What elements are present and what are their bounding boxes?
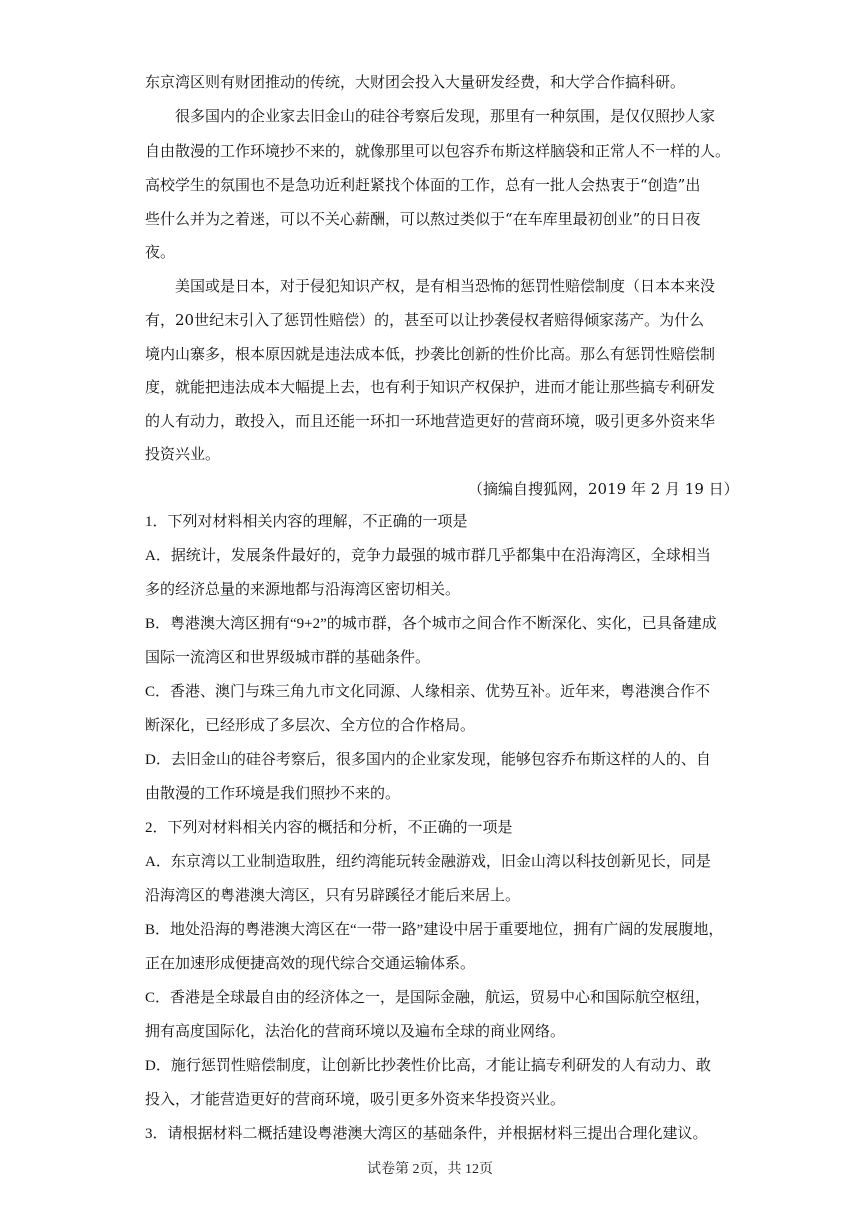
question-2-option-a: A．东京湾以工业制造取胜，纽约湾能玩转金融游戏，旧金山湾以科技创新见长，同是 bbox=[145, 854, 711, 870]
question-1-option-b: B．粤港澳大湾区拥有“9+2”的城市群，各个城市之间合作不断深化、实化，已具备建成 bbox=[145, 616, 717, 632]
passage-line: 很多国内的企业家去旧金山的硅谷考察后发现，那里有一种氛围，是仅仅照抄人家 bbox=[175, 107, 716, 125]
question-2-stem: 2．下列对材料相关内容的概括和分析，不正确的一项是 bbox=[145, 820, 513, 836]
passage-line: 高校学生的氛围也不是急功近利赶紧找个体面的工作，总有一批人会热衷于“创造”出 bbox=[145, 176, 701, 194]
passage-line: 东京湾区则有财团推动的传统，大财团会投入大量研发经费，和大学合作搞科研。 bbox=[145, 73, 686, 91]
question-2-option-c-cont: 拥有高度国际化，法治化的营商环境以及遍布全球的商业网络。 bbox=[145, 1024, 566, 1040]
passage-line: 投资兴业。 bbox=[145, 445, 221, 463]
question-2-option-b-cont: 正在加速形成便捷高效的现代综合交通运输体系。 bbox=[145, 956, 476, 972]
passage-line: 有，20世纪末引入了惩罚性赔偿）的，甚至可以让抄袭侵权者赔得倾家荡产。为什么 bbox=[145, 311, 705, 329]
question-1-stem: 1．下列对材料相关内容的理解，不正确的一项是 bbox=[145, 514, 468, 530]
question-1-option-d-cont: 由散漫的工作环境是我们照抄不来的。 bbox=[145, 786, 401, 802]
question-1-option-c-cont: 断深化，已经形成了多层次、全方位的合作格局。 bbox=[145, 718, 476, 734]
question-1-option-d: D．去旧金山的硅谷考察后，很多国内的企业家发现，能够包容乔布斯这样的人的、自 bbox=[145, 752, 711, 768]
question-2-option-b: B．地处沿海的粤港澳大湾区在“一带一路”建设中居于重要地位，拥有广阔的发展腹地， bbox=[145, 922, 724, 938]
question-1-option-c: C．香港、澳门与珠三角九市文化同源、人缘相亲、优势互补。近年来，粤港澳合作不 bbox=[145, 684, 711, 700]
question-2-option-a-cont: 沿海湾区的粤港澳大湾区，只有另辟蹊径才能后来居上。 bbox=[145, 888, 521, 904]
passage-line: 自由散漫的工作环境抄不来的，就像那里可以包容乔布斯这样脑袋和正常人不一样的人。 bbox=[145, 142, 731, 160]
question-1-option-a-cont: 多的经济总量的来源地都与沿海湾区密切相关。 bbox=[145, 582, 461, 598]
passage-line: 些什么并为之着迷，可以不关心薪酬，可以熬过类似于“在车库里最初创业”的日日夜 bbox=[145, 210, 701, 228]
question-3-stem: 3．请根据材料二概括建设粤港澳大湾区的基础条件，并根据材料三提出合理化建议。 bbox=[145, 1126, 708, 1142]
question-1-option-b-cont: 国际一流湾区和世界级城市群的基础条件。 bbox=[145, 650, 431, 666]
passage-line: 夜。 bbox=[145, 243, 176, 261]
question-1-option-a: A．据统计，发展条件最好的，竞争力最强的城市群几乎都集中在沿海湾区，全球相当 bbox=[145, 548, 711, 564]
passage-line: 美国或是日本，对于侵犯知识产权，是有相当恐怖的惩罚性赔偿制度（日本本来没 bbox=[175, 277, 716, 295]
passage-line: 度，就能把违法成本大幅提上去，也有利于知识产权保护，进而才能让那些搞专利研发 bbox=[145, 378, 716, 396]
passage-line: 境内山寨多，根本原因就是违法成本低，抄袭比创新的性价比高。那么有惩罚性赔偿制 bbox=[145, 345, 716, 363]
passage-line: 的人有动力，敢投入，而且还能一环扣一环地营造更好的营商环境，吸引更多外资来华 bbox=[145, 412, 716, 430]
question-2-option-c: C．香港是全球最自由的经济体之一，是国际金融，航运，贸易中心和国际航空枢纽， bbox=[145, 990, 711, 1006]
question-2-option-d-cont: 投入，才能营造更好的营商环境，吸引更多外资来华投资兴业。 bbox=[145, 1092, 566, 1108]
page-footer: 试卷第 2页，共 12页 bbox=[367, 1162, 493, 1177]
question-2-option-d: D．施行惩罚性赔偿制度，让创新比抄袭性价比高，才能让搞专利研发的人有动力、敢 bbox=[145, 1058, 711, 1074]
source-citation: （摘编自搜狐网，2019 年 2 月 19 日） bbox=[468, 480, 739, 498]
